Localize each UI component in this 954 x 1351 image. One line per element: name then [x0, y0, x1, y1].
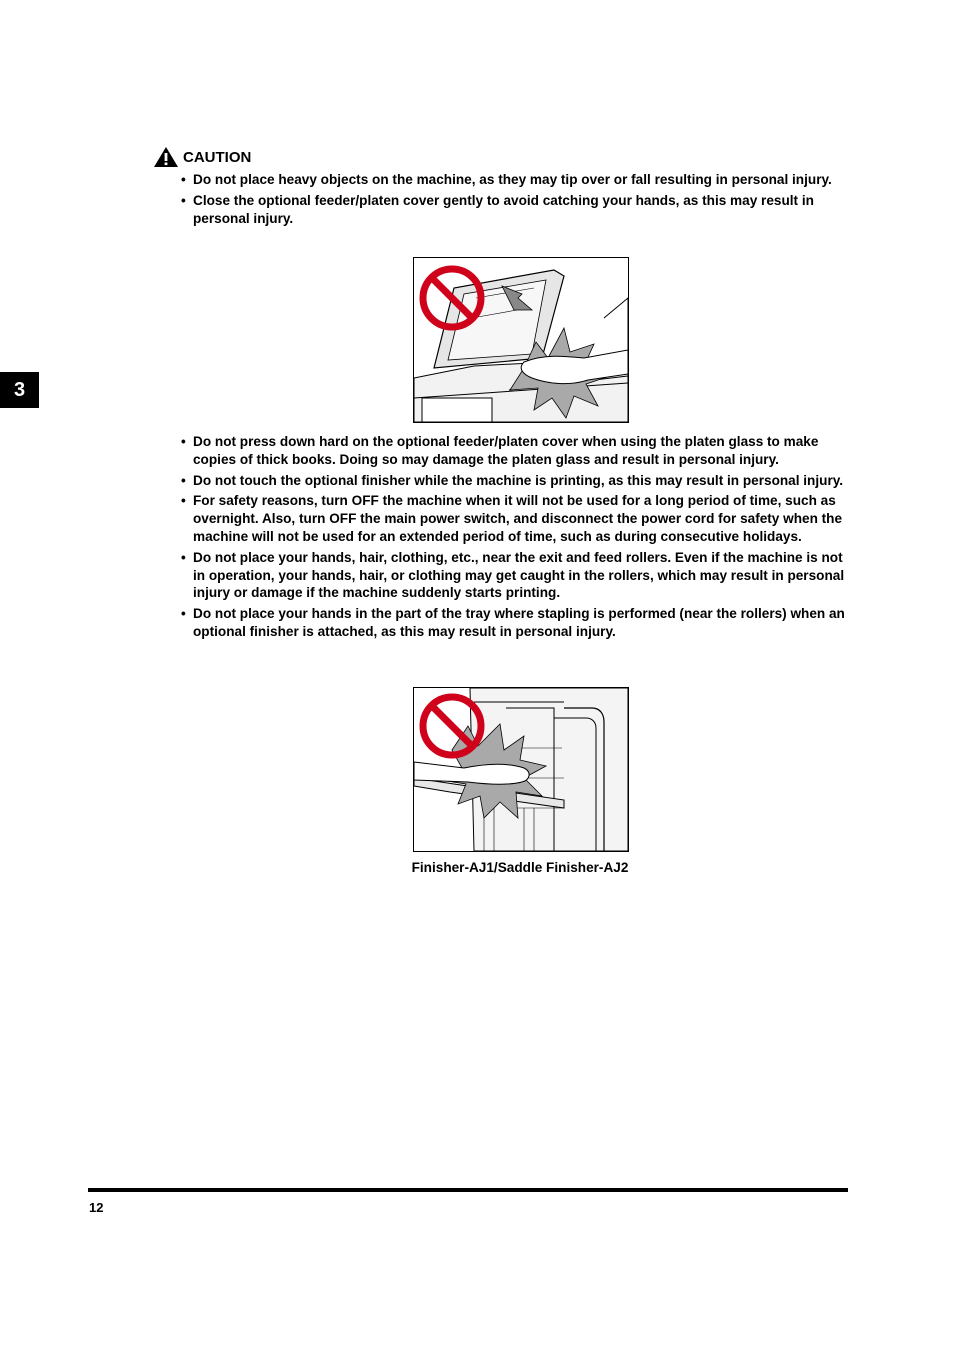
list-item: • Do not touch the optional finisher while the machine is printing, as this may result in personal injury. — [181, 472, 844, 488]
list-item: • Do not place your hands, hair, clothing, etc., near the exit and feed rollers. Even if the machine is not in operation, your hands, hair, or clothing may get caught in the rollers, which may result in personal injury or damage if the machine suddenly starts printing. — [181, 549, 845, 601]
warning-triangle-icon — [153, 146, 179, 168]
caution-list-middle — [181, 433, 853, 644]
figure-caption: Finisher-AJ1/Saddle Finisher-AJ2 — [411, 860, 629, 875]
list-item: • Do not place heavy objects on the machine, as they may tip over or fall resulting in personal injury. — [181, 172, 832, 187]
list-item: • For safety reasons, turn OFF the machine when it will not be used for a long period of time, such as overnight. Also, turn OFF the main power switch, and disconnect the power cord for safety when the machine will not be used for an extended period of time, such as during consecutive holidays. — [181, 493, 843, 544]
chapter-tab: 3 — [0, 372, 39, 408]
list-item: • Do not press down hard on the optional feeder/platen cover when using the platen glass to make copies of thick books. Doing so may damage the platen glass and result in personal injury. — [181, 434, 819, 467]
caution-list-top — [181, 171, 853, 230]
caution-heading — [153, 146, 251, 168]
list-item: • Do not place your hands in the part of the tray where stapling is performed (near the rollers) when an optional finisher is attached, as this may result in personal injury. — [181, 606, 845, 639]
page-number: 12 — [89, 1200, 104, 1215]
feeder-cover-illustration — [413, 257, 629, 423]
caution-title: CAUTION — [183, 148, 252, 166]
list-item: • Close the optional feeder/platen cover gently to avoid catching your hands, as this may result in personal injury. — [181, 192, 814, 226]
footer-divider — [88, 1188, 848, 1192]
finisher-illustration — [413, 687, 629, 852]
